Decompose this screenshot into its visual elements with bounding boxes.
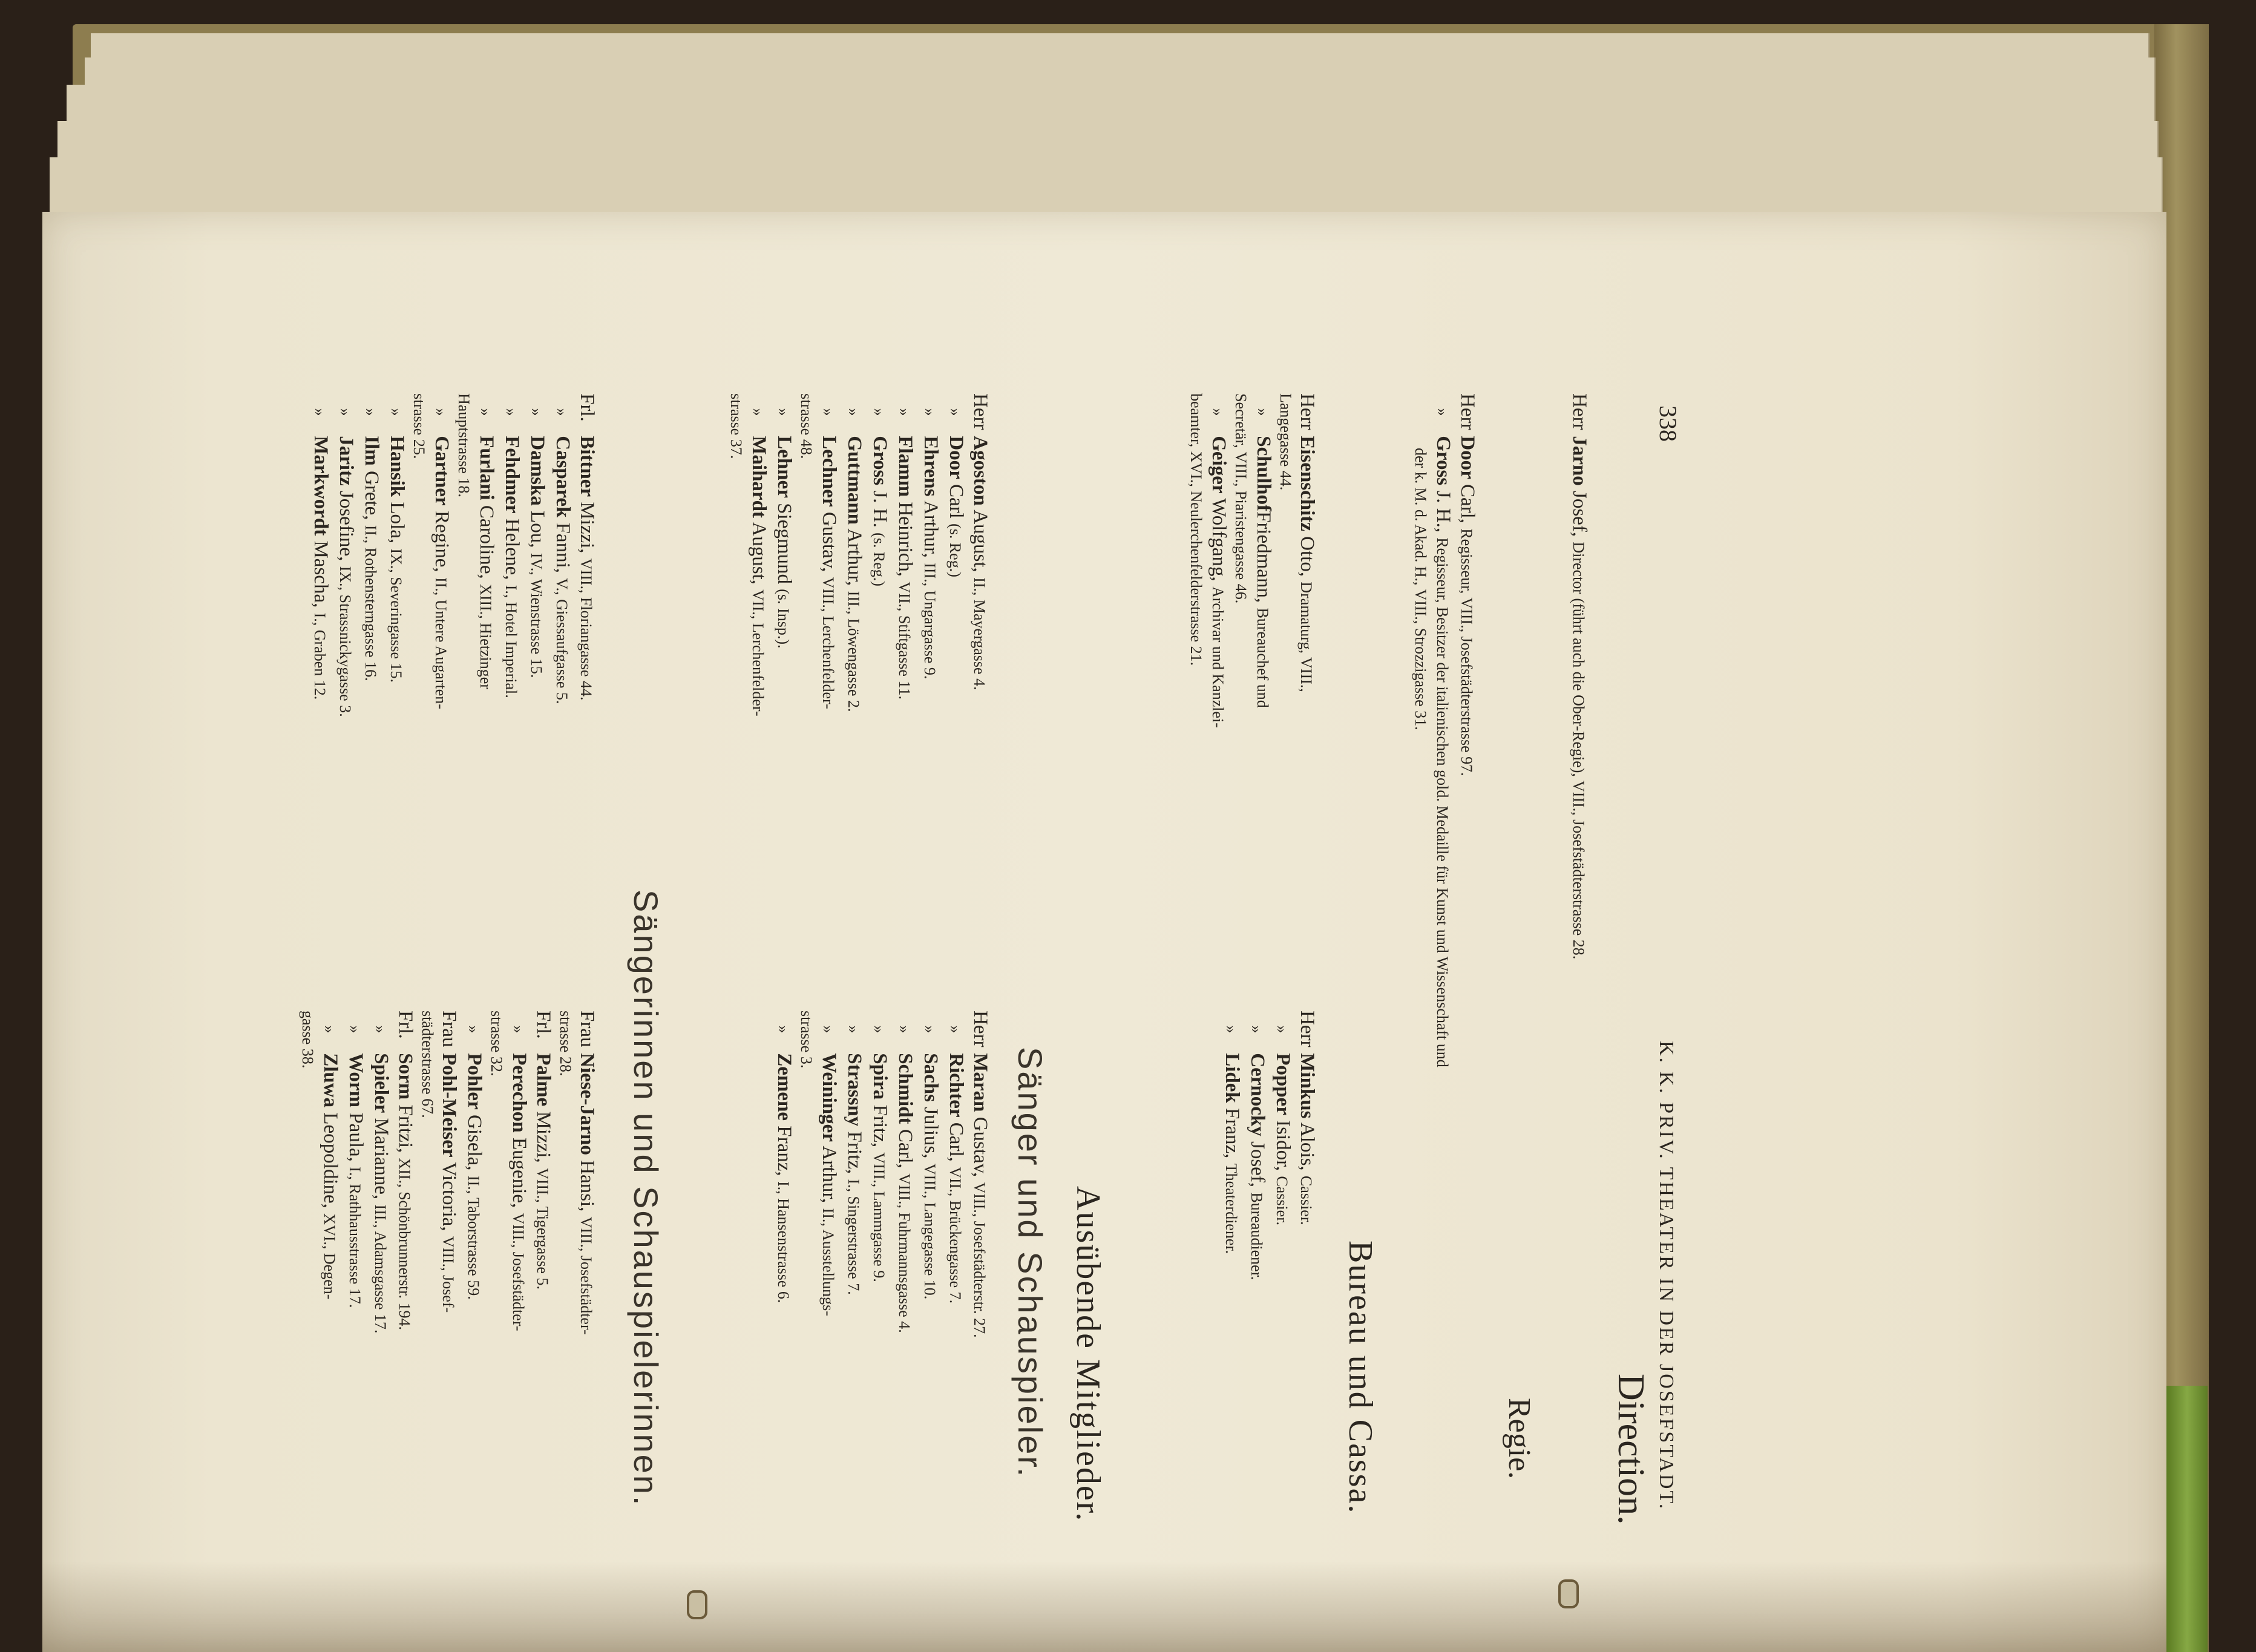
- section-heading-direction: Direction.: [1610, 1374, 1651, 1525]
- entry-title: Herr: [969, 1011, 991, 1047]
- entry-detail: VIII., Floriangasse 44.: [577, 558, 595, 701]
- entry-detail: Bureaudiener.: [1248, 1192, 1265, 1280]
- entry-surname: Bittner: [576, 436, 598, 497]
- member-entry: [473, 393, 499, 998]
- entry-title: »: [921, 1025, 939, 1034]
- entry-detail-continued: der k. M. d. Akad. H., VIII., Strozzigasse 31.: [1412, 448, 1429, 730]
- entry-given-name: Josef,: [1247, 1141, 1268, 1188]
- entry-title: »: [311, 408, 329, 416]
- entry-detail: XII., Schönbrunnerstr. 194.: [396, 1158, 413, 1331]
- entry-detail-continued: beamter, XVI., Neulerchenfelderstrasse 21.: [1187, 393, 1205, 666]
- entry-detail: III., Löwengasse 2.: [845, 591, 862, 712]
- entry-given-name: Leopoldine,: [320, 1112, 341, 1208]
- entry-detail: IV., Wienstrasse 15.: [528, 552, 545, 678]
- entry-surname: Ehrens: [920, 436, 942, 497]
- entry-title: Frl.: [576, 393, 598, 422]
- member-entry: [867, 393, 892, 998]
- entry-surname: Geiger: [1208, 436, 1230, 494]
- member-entry: [549, 393, 575, 998]
- female-left-column: [307, 393, 599, 998]
- male-left-column: [726, 393, 992, 998]
- entry-given-name: Wolfgang,: [1208, 498, 1230, 582]
- member-entry: [841, 393, 867, 998]
- entry-given-name: Carl,: [894, 1129, 916, 1169]
- bureau-entry: [1295, 393, 1319, 998]
- entry-surname: Flamm: [894, 436, 916, 497]
- entry-given-name: Arthur,: [844, 528, 865, 586]
- entry-surname: Door: [1457, 436, 1478, 479]
- entry-given-name: Mizzi,: [576, 502, 598, 554]
- entry-detail: VIII., Josefstädter-: [577, 1216, 595, 1335]
- entry-title: Herr: [1569, 393, 1590, 430]
- entry-surname: Spieler: [370, 1053, 392, 1113]
- entry-surname: Jarno: [1569, 436, 1590, 486]
- entry-given-name: Lou,: [526, 511, 548, 548]
- entry-detail: Regisseur, VIII., Josefstädterstrasse 97.: [1458, 528, 1475, 776]
- entry-surname: Hansik: [386, 436, 408, 497]
- subheading-female: Sängerinnen und Schauspielerinnen.: [627, 890, 665, 1507]
- entry-title: Frl.: [395, 1011, 416, 1039]
- page-number: 338: [1654, 405, 1682, 442]
- entry-detail: Cassier.: [1273, 1176, 1291, 1225]
- entry-title: Herr: [1457, 393, 1478, 430]
- entry-surname: Maihardt: [748, 436, 770, 518]
- entry-surname: Popper: [1272, 1053, 1294, 1115]
- member-entry: [317, 1011, 343, 1591]
- entry-detail: VIII., Fuhrmannsgasse 4.: [896, 1173, 913, 1333]
- entry-title: Herr: [1296, 393, 1318, 430]
- entry-title: »: [946, 408, 964, 416]
- member-entry: [461, 1011, 487, 1591]
- member-entry: [816, 393, 841, 998]
- entry-detail: I., Rathhausstrasse 17.: [346, 1167, 364, 1308]
- entry-surname: Pohl-Meiser: [438, 1053, 460, 1158]
- entry-detail: Cassier.: [1297, 1175, 1315, 1225]
- entry-detail: (s. Insp.).: [775, 589, 792, 649]
- entry-given-name: Otto,: [1296, 536, 1318, 577]
- regie-entry: [1430, 393, 1455, 1067]
- entry-title: »: [432, 408, 450, 416]
- bureau-right-column: [1219, 1011, 1319, 1591]
- member-entry: [968, 393, 992, 998]
- entry-given-name: Arthur,: [920, 500, 942, 558]
- entry-given-name: Carl: [945, 483, 967, 519]
- member-entry: [771, 393, 796, 998]
- entry-detail: VII., Lerchenfelder-: [749, 589, 767, 716]
- entry-surname: Fehdmer: [501, 436, 523, 514]
- member-entry: [384, 393, 409, 998]
- entry-detail-continued: strasse 28.: [557, 1011, 574, 1077]
- entry-given-name: Grete,: [361, 471, 382, 520]
- entry-title: Frl.: [533, 1011, 554, 1039]
- entry-surname: Gross: [869, 436, 891, 486]
- entry-given-name: J. H.,: [1432, 490, 1454, 533]
- entry-detail: II., Rothensterngasse 16.: [362, 525, 379, 681]
- entry-detail: VIII., Josefstädter-: [510, 1213, 527, 1331]
- entry-given-name: Fritz,: [869, 1104, 891, 1148]
- entry-surname: Spira: [869, 1053, 891, 1100]
- entry-given-name: Franz,: [773, 1126, 795, 1176]
- bureau-entry: [1244, 1011, 1270, 1591]
- entry-detail: XIII., Hietzinger: [477, 584, 494, 689]
- entry-given-name: Siegmund: [773, 503, 795, 585]
- male-right-column: [771, 1011, 992, 1591]
- member-entry: [771, 1011, 796, 1591]
- entry-detail: I., Hansenstrasse 6.: [775, 1181, 792, 1303]
- member-entry: [968, 1011, 992, 1591]
- entry-title: »: [819, 408, 837, 416]
- entry-detail-continued: Hauptstrasse 18.: [455, 393, 473, 497]
- entry-given-name: Julius,: [920, 1107, 942, 1159]
- entry-given-name: Josefine,: [335, 490, 357, 562]
- entry-title: »: [362, 408, 379, 416]
- entry-detail: Dramaturg, VIII.,: [1297, 582, 1315, 692]
- entry-title: »: [1434, 408, 1451, 416]
- entry-title: »: [387, 408, 405, 416]
- entry-surname: Gross: [1432, 436, 1454, 486]
- entry-title: »: [845, 1025, 862, 1034]
- entry-surname: Weininger: [818, 1053, 840, 1142]
- entry-surname: Eisenschitz: [1296, 436, 1318, 531]
- member-entry: [437, 1011, 461, 1591]
- bureau-entry: [1250, 393, 1276, 998]
- entry-surname: Palme: [533, 1053, 554, 1107]
- entry-given-name: Victoria,: [438, 1162, 460, 1231]
- section-heading-bureau: Bureau und Cassa.: [1342, 1241, 1379, 1515]
- entry-title: »: [1248, 1025, 1265, 1034]
- entry-title: »: [775, 1025, 792, 1034]
- entry-surname: Pohler: [464, 1053, 485, 1110]
- entry-detail: Theaterdiener.: [1222, 1163, 1240, 1254]
- entry-detail: XVI., Degen-: [321, 1213, 338, 1300]
- entry-given-name: Caroline,: [476, 505, 497, 579]
- member-entry: [358, 393, 384, 998]
- entry-given-name: Franz,: [1221, 1108, 1243, 1159]
- entry-given-name: Marianne,: [370, 1118, 392, 1200]
- member-entry: [368, 1011, 393, 1591]
- entry-given-name: Regine,: [431, 510, 453, 572]
- member-entry: [892, 1011, 917, 1591]
- member-entry: [943, 1011, 968, 1591]
- entry-detail-continued: strasse 48.: [798, 393, 815, 459]
- member-entry: [524, 393, 549, 998]
- entry-title: Frau: [438, 1011, 460, 1047]
- entry-surname: Schulhof: [1253, 436, 1274, 511]
- entry-detail: IX., Severingasse 15.: [387, 548, 405, 683]
- entry-surname: Minkus: [1296, 1053, 1318, 1119]
- entry-surname: Sorm: [395, 1053, 416, 1100]
- entry-title: »: [896, 1025, 913, 1034]
- member-entry: [343, 1011, 368, 1591]
- entry-detail: VIII., Lerchenfelder-: [819, 577, 837, 709]
- entry-title: Herr: [1296, 1011, 1318, 1047]
- entry-detail: I., Hotel Imperial.: [502, 585, 520, 698]
- member-entry: [943, 393, 968, 998]
- entry-detail: Director (führt auch die Ober-Regie), VIII., Josefstädterstrasse 28.: [1570, 542, 1587, 960]
- regie-entry: [1455, 393, 1480, 1067]
- entry-title: »: [336, 408, 354, 416]
- entry-detail-continued: strasse 32.: [488, 1011, 505, 1077]
- entry-given-name: Gustav,: [818, 511, 840, 572]
- bureau-entry: [1219, 1011, 1244, 1591]
- member-entry: [867, 1011, 892, 1591]
- entry-title: »: [502, 408, 520, 416]
- entry-surname: Lechner: [818, 436, 840, 507]
- entry-title: »: [749, 408, 767, 416]
- entry-surname: Sachs: [920, 1053, 942, 1102]
- entry-given-name: Friedmann,: [1253, 511, 1274, 603]
- bookmark-ribbon: [2166, 1386, 2208, 1652]
- entry-given-name: J. H.: [869, 490, 891, 528]
- entry-given-name: Isidor,: [1272, 1120, 1294, 1172]
- entry-title: »: [845, 408, 862, 416]
- entry-title: »: [870, 408, 888, 416]
- entry-surname: Jaritz: [335, 436, 357, 486]
- entry-surname: Perechon: [508, 1053, 530, 1133]
- entry-surname: Richter: [945, 1053, 967, 1118]
- direction-entry: [1567, 393, 1592, 959]
- member-entry: [307, 393, 333, 998]
- entry-given-name: Hansi,: [576, 1160, 598, 1212]
- female-right-column: [298, 1011, 599, 1591]
- entry-detail-continued: gasse 38.: [299, 1011, 316, 1069]
- entry-surname: Zemene: [773, 1053, 795, 1121]
- entry-title: »: [477, 408, 494, 416]
- member-entry: [917, 393, 943, 998]
- entry-surname: Guttmann: [844, 436, 865, 525]
- entry-given-name: Fanni,: [552, 522, 574, 573]
- member-entry: [531, 1011, 556, 1591]
- entry-title: »: [321, 1025, 338, 1034]
- entry-detail-continued: städterstrasse 67.: [419, 1011, 436, 1118]
- regie-list: [1411, 393, 1480, 1067]
- member-entry: [816, 1011, 841, 1591]
- entry-surname: Cernocky: [1247, 1053, 1268, 1136]
- member-entry: [917, 1011, 943, 1591]
- entry-title: »: [1222, 1025, 1240, 1034]
- entry-title: »: [1254, 408, 1271, 416]
- member-entry: [841, 1011, 867, 1591]
- entry-given-name: Gustav,: [969, 1116, 991, 1178]
- entry-detail-continued: strasse 3.: [798, 1011, 815, 1069]
- entry-detail-continued: strasse 25.: [410, 393, 428, 459]
- bureau-entry: [1205, 393, 1231, 998]
- entry-given-name: Carl,: [945, 1122, 967, 1162]
- entry-given-name: Fritzi,: [395, 1104, 416, 1153]
- entry-surname: Zluwa: [320, 1053, 341, 1108]
- entry-detail: VIII., Josefstädterstr. 27.: [971, 1182, 988, 1338]
- entry-detail: II., Untere Augarten-: [432, 577, 450, 709]
- member-entry: [575, 1011, 599, 1591]
- entry-detail: I., Singerstrasse 7.: [845, 1179, 862, 1295]
- entry-surname: Schmidt: [894, 1053, 916, 1124]
- entry-given-name: Mizzi,: [533, 1111, 554, 1163]
- member-entry: [892, 393, 917, 998]
- entry-surname: Door: [945, 436, 967, 479]
- entry-surname: Markwordt: [310, 436, 332, 536]
- entry-title: »: [819, 1025, 837, 1034]
- entry-title: »: [775, 408, 792, 416]
- entry-detail: Regisseur, Besitzer der italienischen gold. Medaille für Kunst und Wissenschaft und: [1434, 537, 1451, 1067]
- section-heading-members: Ausübende Mitglieder.: [1069, 1186, 1107, 1523]
- entry-detail: VII., Stiftgasse 11.: [896, 582, 913, 700]
- entry-surname: Lidek: [1221, 1053, 1243, 1103]
- running-head: K. K. PRIV. THEATER IN DER JOSEFSTADT.: [1655, 1041, 1677, 1511]
- entry-detail: VIII., Tigergasse 5.: [534, 1167, 551, 1290]
- entry-title: Frau: [576, 1011, 598, 1047]
- entry-surname: Lehner: [773, 436, 795, 498]
- entry-given-name: Eugenie,: [508, 1137, 530, 1208]
- section-heading-regie: Regie.: [1502, 1398, 1536, 1480]
- entry-title: »: [1273, 1025, 1291, 1034]
- entry-detail: V., Giessaufgasse 5.: [553, 578, 571, 704]
- entry-surname: Niese-Jarno: [576, 1053, 598, 1155]
- entry-surname: Gartner: [431, 436, 453, 506]
- entry-surname: Damska: [526, 436, 548, 506]
- entry-given-name: Paula,: [345, 1112, 367, 1162]
- entry-title: »: [946, 1025, 964, 1034]
- bureau-left-column: [1186, 393, 1319, 998]
- member-entry: [499, 393, 524, 998]
- entry-given-name: Carl,: [1457, 483, 1478, 524]
- member-entry: [506, 1011, 531, 1591]
- entry-given-name: Fritz,: [844, 1131, 865, 1175]
- entry-detail: (s. Reg.): [870, 533, 888, 586]
- entry-detail: Archivar und Kanzlei-: [1209, 586, 1227, 728]
- entry-detail-continued: strasse 37.: [727, 393, 745, 459]
- entry-given-name: Heinrich,: [894, 502, 916, 577]
- entry-title: »: [870, 1025, 888, 1034]
- member-entry: [428, 393, 454, 998]
- entry-given-name: August,: [748, 522, 770, 585]
- entry-given-name: Arthur,: [818, 1146, 840, 1204]
- entry-given-name: Gisela,: [464, 1114, 485, 1171]
- entry-given-name: Mascha,: [310, 540, 332, 608]
- entry-detail: II., Ausstellungs-: [819, 1208, 837, 1316]
- entry-given-name: Helene,: [501, 518, 523, 580]
- entry-detail: (s. Reg.): [946, 523, 964, 577]
- entry-detail: I., Graben 12.: [311, 612, 329, 700]
- entry-detail: IX., Strassnickygasse 3.: [336, 566, 354, 717]
- entry-detail: II., Mayergasse 4.: [971, 577, 988, 690]
- entry-title: »: [921, 408, 939, 416]
- member-entry: [575, 393, 599, 998]
- entry-detail: Bureauchef und: [1254, 608, 1271, 708]
- entry-title: »: [465, 1025, 482, 1034]
- entry-title: »: [528, 408, 545, 416]
- entry-detail-continued: Langegasse 44.: [1277, 393, 1294, 491]
- entry-given-name: Lola,: [386, 502, 408, 544]
- entry-surname: Strassny: [844, 1053, 865, 1127]
- member-entry: [393, 1011, 418, 1591]
- entry-detail: VIII., Lammgasse 9.: [870, 1152, 888, 1282]
- entry-detail: III., Adamsgasse 17.: [372, 1204, 389, 1334]
- entry-surname: Agoston: [969, 436, 991, 506]
- member-entry: [333, 393, 358, 998]
- rotated-text-block: [0, 357, 1682, 1628]
- bureau-entry: [1270, 1011, 1295, 1591]
- entry-surname: Maran: [969, 1053, 991, 1112]
- subheading-male: Sänger und Schauspieler.: [1011, 1047, 1049, 1479]
- entry-title: »: [510, 1025, 527, 1034]
- entry-title: Herr: [969, 393, 991, 430]
- entry-title: »: [553, 408, 571, 416]
- entry-surname: Worm: [345, 1053, 367, 1108]
- entry-surname: Casparek: [552, 436, 574, 518]
- bureau-entry: [1295, 1011, 1319, 1591]
- entry-title: »: [896, 408, 913, 416]
- entry-title: »: [1209, 408, 1227, 416]
- entry-title: »: [372, 1025, 389, 1034]
- entry-given-name: August,: [969, 510, 991, 572]
- member-entry: [746, 393, 771, 998]
- entry-surname: Ilm: [361, 436, 382, 466]
- entry-detail-continued: Secretär, VIII., Piaristengasse 46.: [1232, 393, 1250, 604]
- entry-detail: VIII., Josef-: [439, 1236, 457, 1313]
- entry-given-name: Alois,: [1296, 1122, 1318, 1171]
- entry-detail: II., Taborstrasse 59.: [465, 1175, 482, 1300]
- entry-detail: III., Ungargasse 9.: [921, 563, 939, 680]
- entry-detail: VII., Brückengasse 7.: [946, 1167, 964, 1304]
- entry-detail: VIII., Langegasse 10.: [921, 1163, 939, 1300]
- entry-surname: Furlani: [476, 436, 497, 500]
- entry-given-name: Josef,: [1569, 491, 1590, 537]
- entry-title: »: [346, 1025, 364, 1034]
